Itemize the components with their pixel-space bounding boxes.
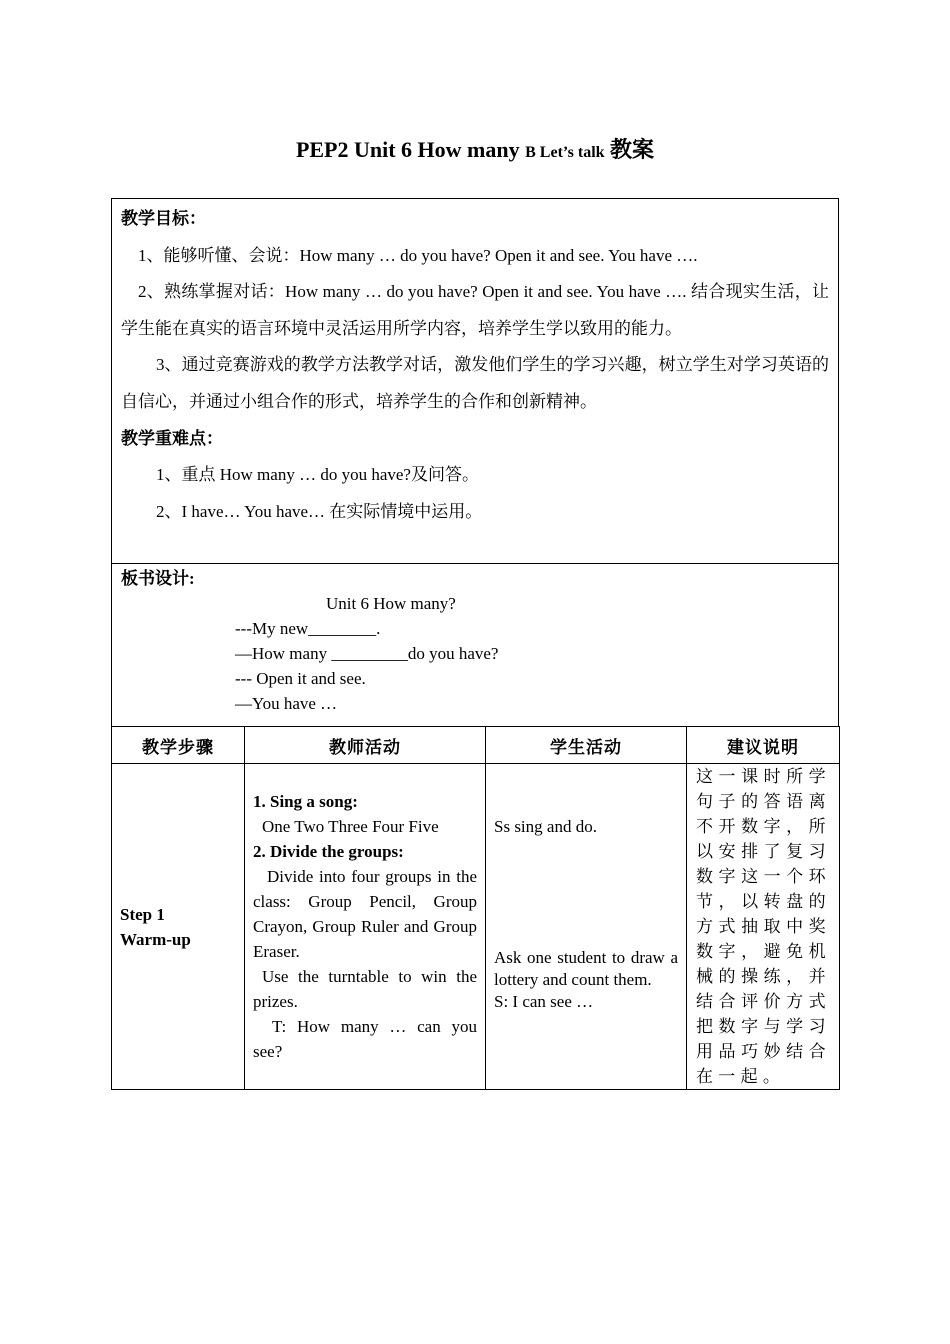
header-teacher: 教师活动	[245, 727, 486, 764]
board-line: --- Open it and see.	[235, 669, 366, 688]
teacher-text-1: One Two Three Four Five	[262, 817, 439, 836]
teacher-heading-1: 1. Sing a song:	[253, 792, 358, 811]
student-cell	[486, 764, 687, 1090]
note-cell: 这一课时所学句子的答语离不开数字，所以安排了复习数字这一个环节，以转盘的方式抽取中奖数字，避免机械的操练，并结合评价方式把数字与学习用品巧妙结合在一起。	[687, 764, 840, 1090]
table-row	[112, 764, 840, 1090]
table-header-row	[112, 727, 840, 764]
board-line: —How many _________do you have?	[235, 644, 499, 663]
goals-section	[111, 198, 839, 564]
teacher-text-2: Divide into four groups in the class: Group Pencil, Group Crayon, Group Ruler and Group Eraser.	[253, 867, 477, 961]
board-line: —You have …	[235, 694, 338, 713]
step-name: Warm-up	[120, 929, 191, 949]
teacher-text-3: Use the turntable to win the prizes.	[253, 967, 477, 1011]
key-points-heading: 教学重难点：	[121, 428, 223, 448]
goal-item-2: 2、熟练掌握对话：How many … do you have? Open it and see. You have …. 结合现实生活，让学生能在真实的语言环境中灵活运用所学内容，培养学生学以致用的能力。	[121, 282, 829, 338]
teacher-cell	[245, 764, 486, 1090]
student-text-2: Ask one student to draw a lottery and count them.	[494, 948, 678, 989]
title-sub: B Let’s talk	[525, 144, 605, 161]
goal-item-1: 1、能够听懂、会说：How many … do you have? Open it and see. You have ….	[138, 245, 698, 265]
teacher-text-4: T: How many … can you see?	[253, 1017, 477, 1061]
title-main: PEP2 Unit 6 How many	[295, 137, 520, 162]
board-design-section	[111, 563, 839, 727]
teacher-heading-2: 2. Divide the groups:	[253, 842, 404, 861]
goal-item-3: 3、通过竞赛游戏的教学方法教学对话，激发他们学生的学习兴趣，树立学生对学习英语的自信心，并通过小组合作的形式，培养学生的合作和创新精神。	[121, 355, 829, 411]
steps-table	[111, 726, 840, 1090]
header-note: 建议说明	[687, 727, 840, 764]
goals-heading: 教学目标：	[121, 209, 206, 228]
key-point-2: 2、I have… You have… 在实际情境中运用。	[156, 501, 483, 521]
student-text-1: Ss sing and do.	[494, 817, 597, 836]
board-heading: 板书设计:	[121, 569, 195, 588]
header-step: 教学步骤	[112, 727, 245, 764]
header-student: 学生活动	[486, 727, 687, 764]
step-cell	[112, 764, 245, 1090]
key-point-1: 1、重点 How many … do you have?及问答。	[156, 465, 479, 485]
step-number: Step 1	[120, 904, 165, 924]
page-title	[0, 134, 950, 169]
board-title: Unit 6 How many?	[326, 594, 456, 613]
board-line: ---My new________.	[235, 619, 381, 638]
title-cn: 教案	[610, 137, 655, 162]
student-text-3: S: I can see …	[494, 992, 594, 1011]
